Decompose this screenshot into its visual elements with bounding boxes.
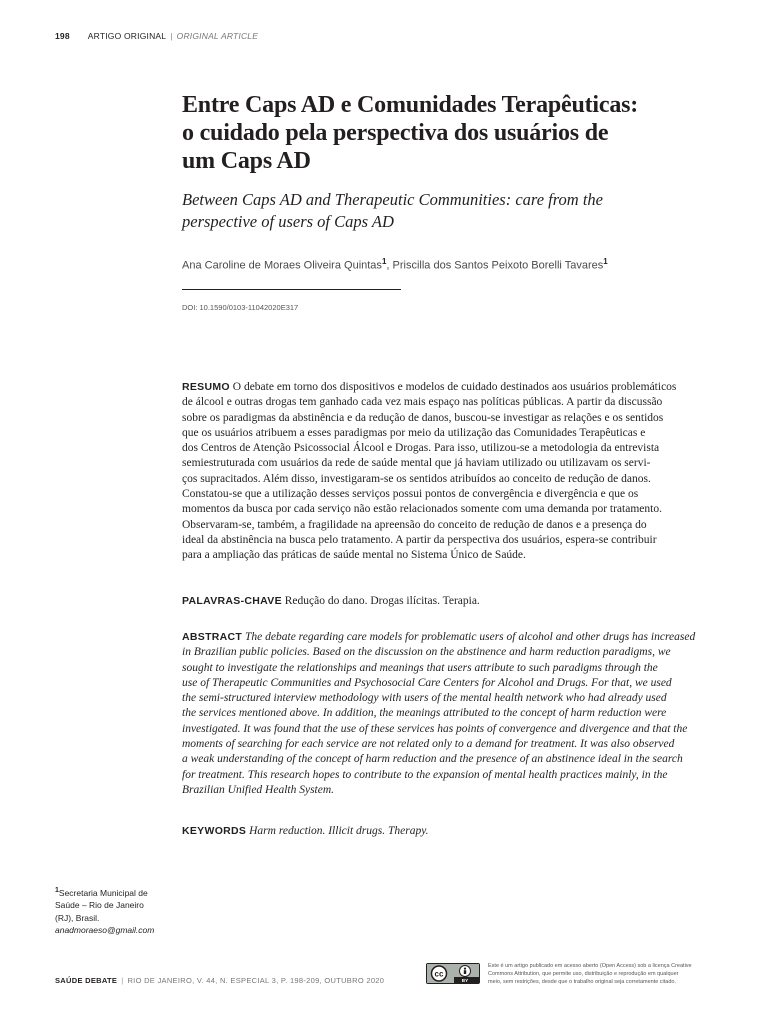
palavras-chave-text: Redução do dano. Drogas ilícitas. Terapia. <box>284 595 480 607</box>
abstract-label: ABSTRACT <box>182 631 243 643</box>
cc-by-license-icon[interactable] <box>426 963 480 984</box>
resumo-line: que os usuários atribuem a esses paradigmas por meio da utilização das Comunidades Terapêuticas e <box>182 426 646 439</box>
abstract-line: the semi-structured interview methodology with users of the mental health network who had already used <box>182 692 667 705</box>
title-line: um Caps AD <box>182 148 311 174</box>
article-subtitle <box>182 189 722 233</box>
abstract-line: moments of searching for each service are not related only to a demand for treatment. It was also observed <box>182 738 675 751</box>
author-affiliation-marker: 1 <box>603 257 608 266</box>
resumo-line: Constatou-se que a utilização desses serviços possui pontos de convergência e divergência e que os <box>182 488 639 501</box>
footnote-line: Saúde – Rio de Janeiro <box>55 900 144 911</box>
cc-badge-graphic <box>427 964 479 983</box>
resumo-label: RESUMO <box>182 381 230 393</box>
abstract-line: the services mentioned above. In addition, the meanings attributed to the concept of harm reduction were <box>182 707 667 720</box>
article-title <box>182 91 722 175</box>
author-separator: , <box>386 259 393 272</box>
article-type-en: ORIGINAL ARTICLE <box>176 31 259 41</box>
header-separator: | <box>170 31 173 41</box>
resumo-line: dos Centros de Atenção Psicossocial Álcool e Drogas. Para isso, utilizou-se a metodologia da entrevista <box>182 442 660 455</box>
subtitle-line: perspective of users of Caps AD <box>182 212 394 231</box>
resumo-line: semiestruturada com usuários da rede de saúde mental que já haviam utilizado ou utilizavam os servi- <box>182 457 651 470</box>
palavras-chave-section <box>182 594 698 609</box>
cc-text: cc <box>434 969 444 979</box>
resumo-line: de álcool e outras drogas tem ganhado cada vez mais espaço nas políticas públicas. A partir da discussão <box>182 396 663 409</box>
journal-name: SAÚDE DEBATE <box>55 976 118 985</box>
affiliation-footnote <box>55 885 165 937</box>
by-text: BY <box>461 978 469 983</box>
abstract-line: use of Therapeutic Communities and Psychosocial Care Centers for Alcohol and Drugs. For that, we used <box>182 676 672 689</box>
resumo-line: sobre os paradigmas da abstinência e da redução de danos, buscou-se investigar as relações e os sentidos <box>182 411 664 424</box>
page-number: 198 <box>55 31 70 41</box>
author-name: Priscilla dos Santos Peixoto Borelli Tavares <box>392 259 604 272</box>
abstract-line: Brazilian Unified Health System. <box>182 783 335 796</box>
license-line: meio, sem restrições, desde que o trabalho original seja corretamente citado. <box>488 979 677 985</box>
resumo-line: momentos da busca por cada serviço não estão relacionados somente com uma demanda por tratamento. <box>182 503 662 516</box>
footnote-line: (RJ), Brasil. <box>55 912 100 923</box>
keywords-text: Harm reduction. Illicit drugs. Therapy. <box>249 825 429 837</box>
keywords-label: KEYWORDS <box>182 825 247 837</box>
abstract-line: The debate regarding care models for problematic users of alcohol and other drugs has increased <box>245 631 696 643</box>
running-footer <box>55 976 384 985</box>
footer-separator: | <box>121 976 124 985</box>
divider <box>182 289 401 290</box>
resumo-line: ços supracitados. Além disso, investigaram-se os sentidos atribuídos ao conceito de redução de danos. <box>182 472 651 485</box>
license-line: Este é um artigo publicado em acesso aberto (Open Access) sob a licença Creative <box>488 963 692 969</box>
doi-link[interactable]: DOI: 10.1590/0103-11042020E317 <box>182 303 299 312</box>
footnote-line: Secretaria Municipal de <box>58 887 148 898</box>
abstract-line: sought to investigate the relationships and meanings that users attribute to such paradigms through the <box>182 661 658 674</box>
keywords-section <box>182 824 698 839</box>
author-list <box>182 257 608 272</box>
abstract-line: a weak understanding of the concept of harm reduction and the presence of an abstinence ideal in the search <box>182 753 683 766</box>
resumo-line: O debate em torno dos dispositivos e modelos de cuidado destinados aos usuários problemáticos <box>232 381 677 393</box>
title-line: Entre Caps AD e Comunidades Terapêuticas: <box>182 92 639 118</box>
resumo-line: Observaram-se, também, a fragilidade na apreensão do conceito de redução de danos e a presença do <box>182 518 647 531</box>
abstract-section <box>182 630 698 798</box>
abstract-line: for treatment. This research hopes to contribute to the expansion of mental health practices mainly, in the <box>182 768 668 781</box>
license-notice <box>488 962 710 986</box>
resumo-line: ideal da abstinência na busca pelo tratamento. A partir da perspectiva dos usuários, espera-se contribuir <box>182 533 657 546</box>
citation-text: RIO DE JANEIRO, V. 44, N. ESPECIAL 3, P. 198-209, OUTUBRO 2020 <box>127 976 385 985</box>
resumo-line: para a ampliação das práticas de saúde mental no Sistema Único de Saúde. <box>182 549 526 562</box>
article-type: ARTIGO ORIGINAL <box>87 31 167 41</box>
running-header <box>55 31 258 41</box>
title-line: o cuidado pela perspectiva dos usuários de <box>182 120 609 146</box>
footnote-marker: 1 <box>55 887 59 894</box>
author-affiliation-marker: 1 <box>381 257 387 266</box>
abstract-line: investigated. It was found that the use of these services has points of convergence and divergence and that the <box>182 722 688 735</box>
resumo-section <box>182 380 698 564</box>
palavras-chave-label: PALAVRAS-CHAVE <box>182 595 282 607</box>
subtitle-line: Between Caps AD and Therapeutic Communities: care from the <box>182 190 603 209</box>
license-line: Commons Attribution, que permite uso, distribuição e reprodução em qualquer <box>488 971 679 977</box>
author-email-link[interactable]: anadmoraeso@gmail.com <box>55 925 155 936</box>
abstract-line: in Brazilian public policies. Based on the discussion on the abstinence and harm reduction paradigms, we <box>182 646 671 659</box>
author-name: Ana Caroline de Moraes Oliveira Quintas <box>182 259 382 272</box>
